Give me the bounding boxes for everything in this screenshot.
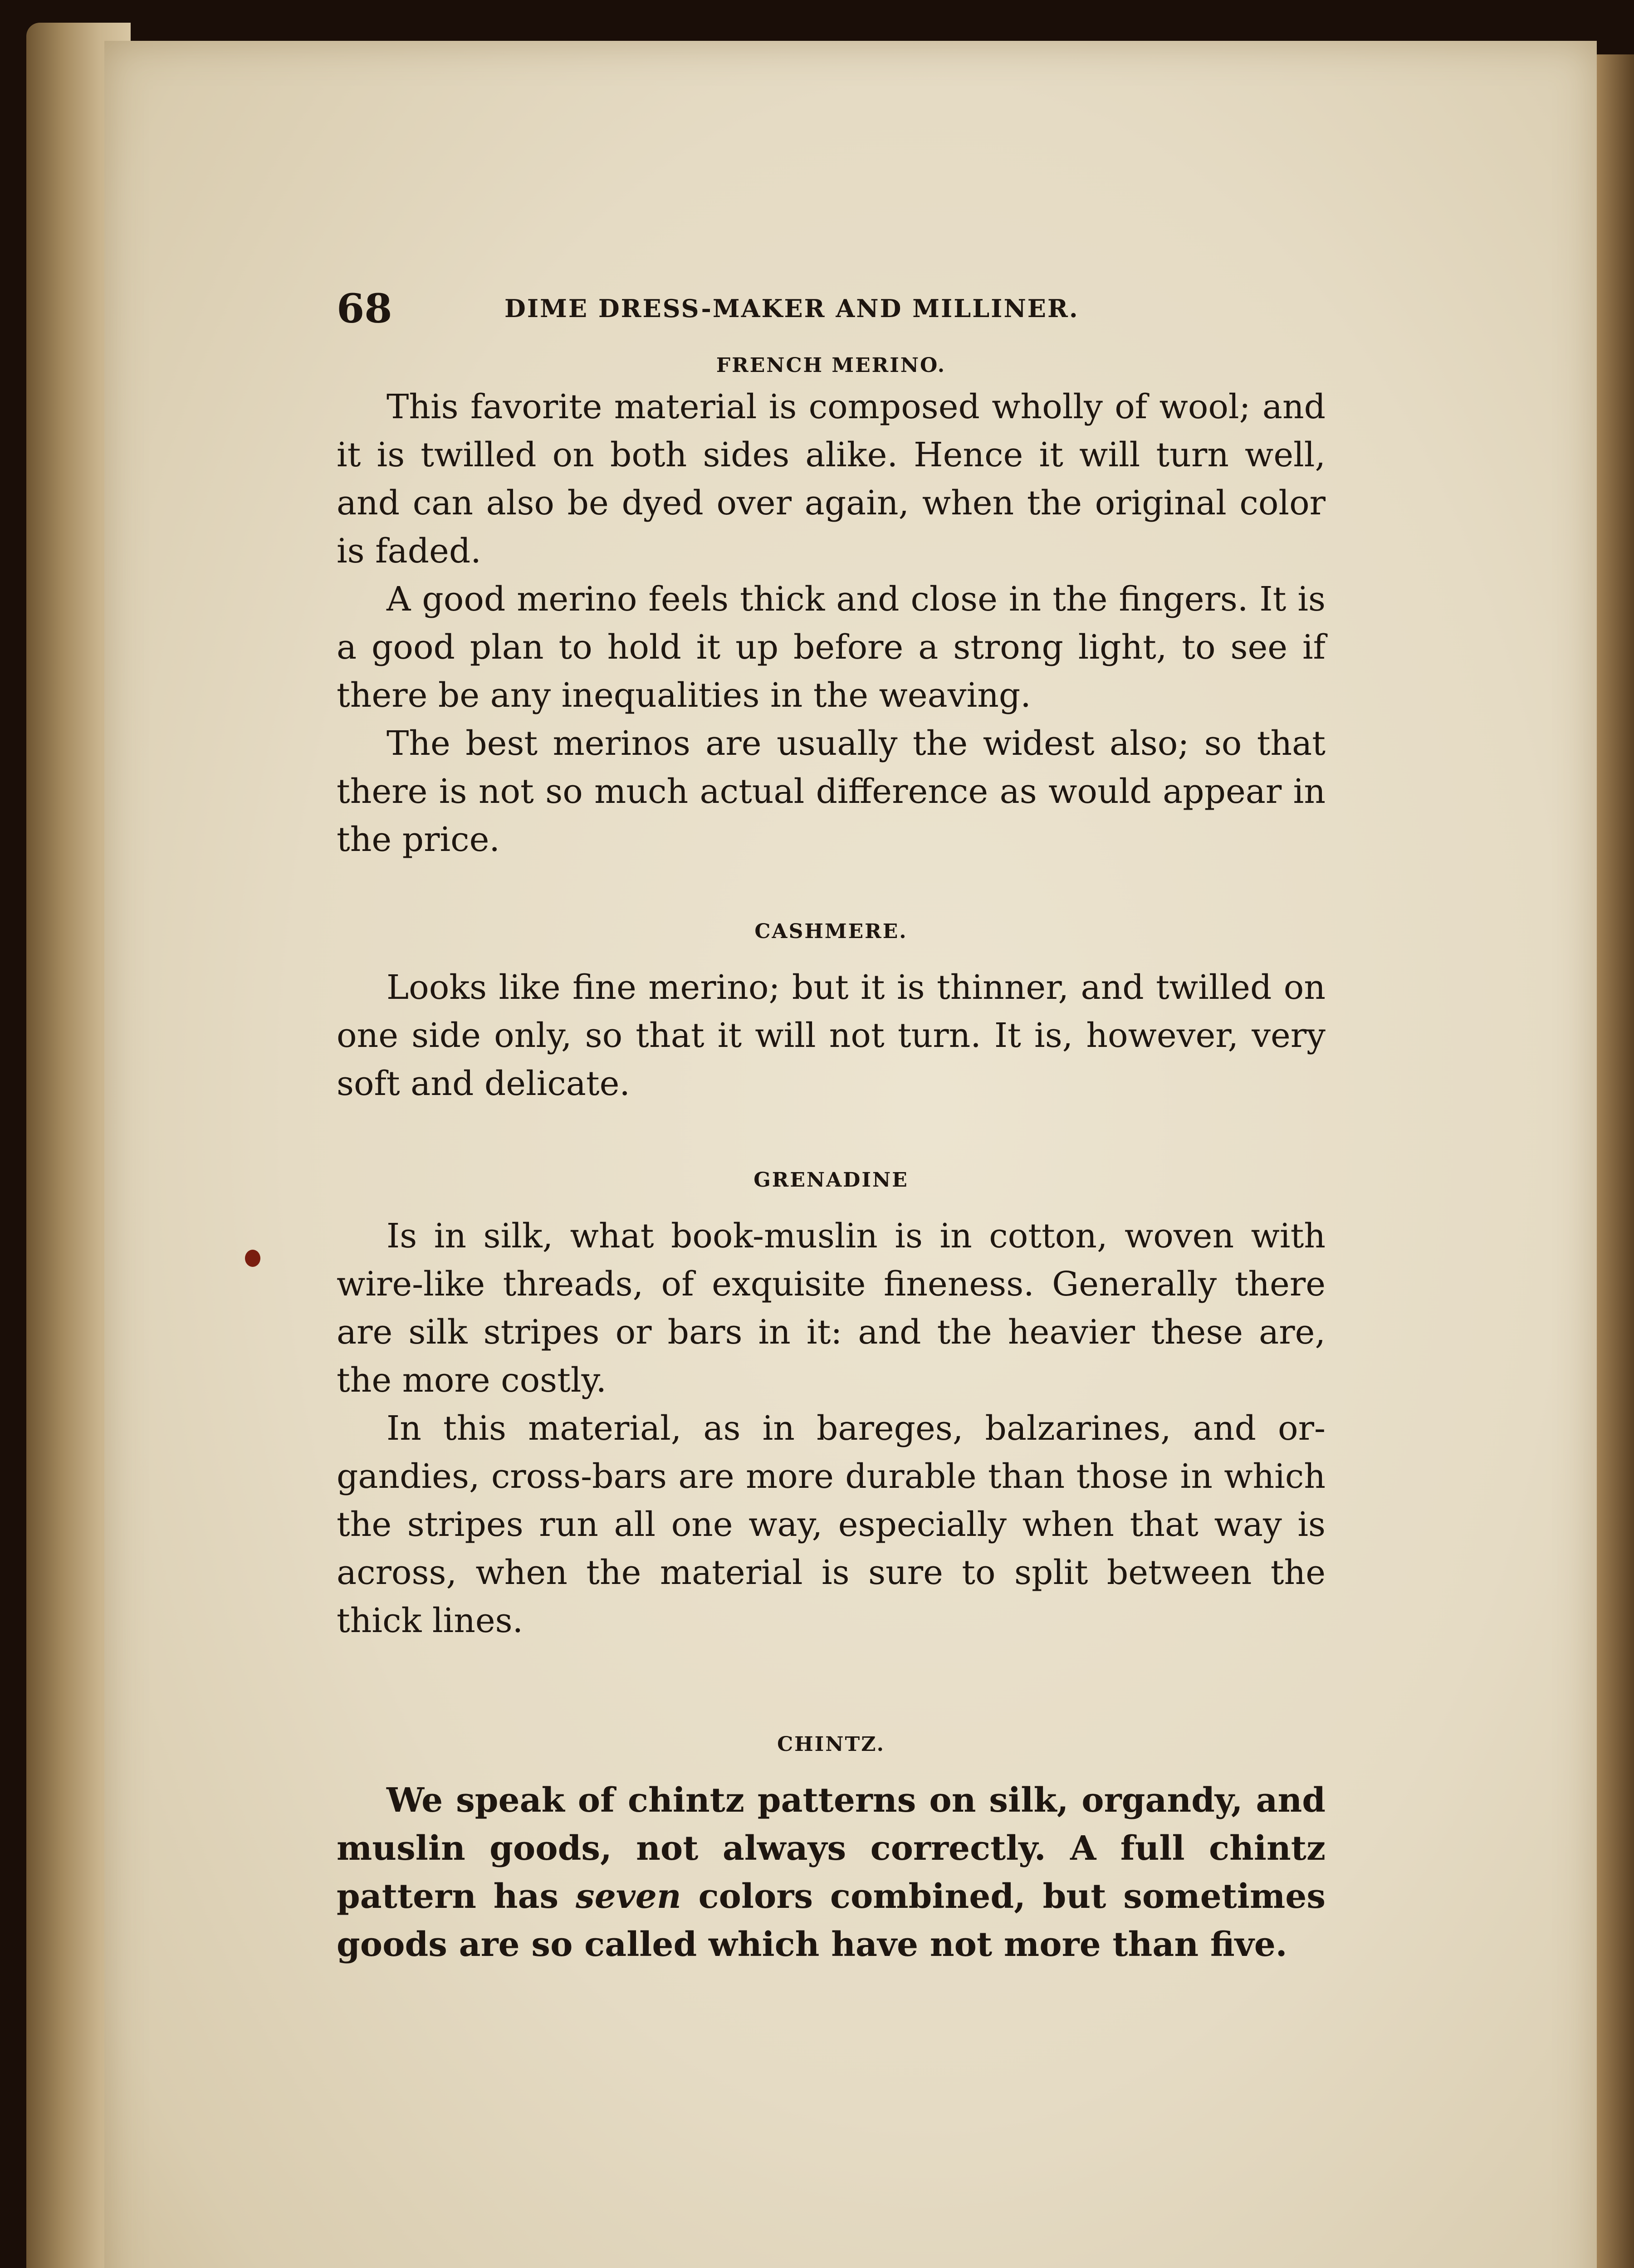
page-text [337, 281, 1326, 1969]
paragraph-text: colors combined, but sometimes goods are so called which have not more than five. [337, 1877, 1326, 1964]
paragraph-text: We speak of chintz patterns on silk, organdy, and muslin goods, not always correctly. A full chintz pattern has [337, 1781, 1326, 1916]
section-heading: GRENADINE [753, 1168, 909, 1192]
paragraph: The best merinos are usually the widest also; so that there is not so much actual difference as would appear in the price. [337, 724, 1326, 859]
running-title: DIME DRESS-MAKER AND MILLINER. [504, 294, 1079, 323]
section-heading: FRENCH MERINO. [716, 354, 946, 377]
section-chintz [337, 1731, 1326, 1969]
paragraph [337, 1776, 1326, 1969]
page-number: 68 [337, 285, 392, 332]
paragraph: In this material, as in bareges, balzarines, and organdies, cross-bars are more durable than those in which the stripes run all one way, especially when that way is across, when the material is sure to split between the thick lines. [337, 1409, 1326, 1640]
section-grenadine [337, 1167, 1326, 1645]
paragraph: Is in silk, what book-muslin is in cotton, woven with wire-like threads, of exquisite fineness. Generally there are silk stripes or bars in it: and the heavier these are, the more costly. [337, 1217, 1326, 1400]
paragraph: This favorite material is composed wholly of wool; and it is twilled on both sides alike. Hence it will turn well, and can also be dyed over again, when the original color is faded. [337, 387, 1326, 571]
paragraph: A good merino feels thick and close in the fingers. It is a good plan to hold it up before a strong light, to see if there be any inequalities in the weaving. [337, 580, 1326, 715]
emphasis-text: seven [576, 1877, 681, 1916]
ink-spot [245, 1250, 260, 1267]
section-french-merino [337, 352, 1326, 864]
running-header [337, 281, 1326, 336]
section-cashmere [337, 918, 1326, 1108]
section-heading: CHINTZ. [777, 1733, 885, 1756]
paragraph: Looks like fine merino; but it is thinner, and twilled on one side only, so that it will not turn. It is, however, very soft and delicate. [337, 968, 1326, 1103]
section-heading: CASHMERE. [754, 920, 908, 943]
